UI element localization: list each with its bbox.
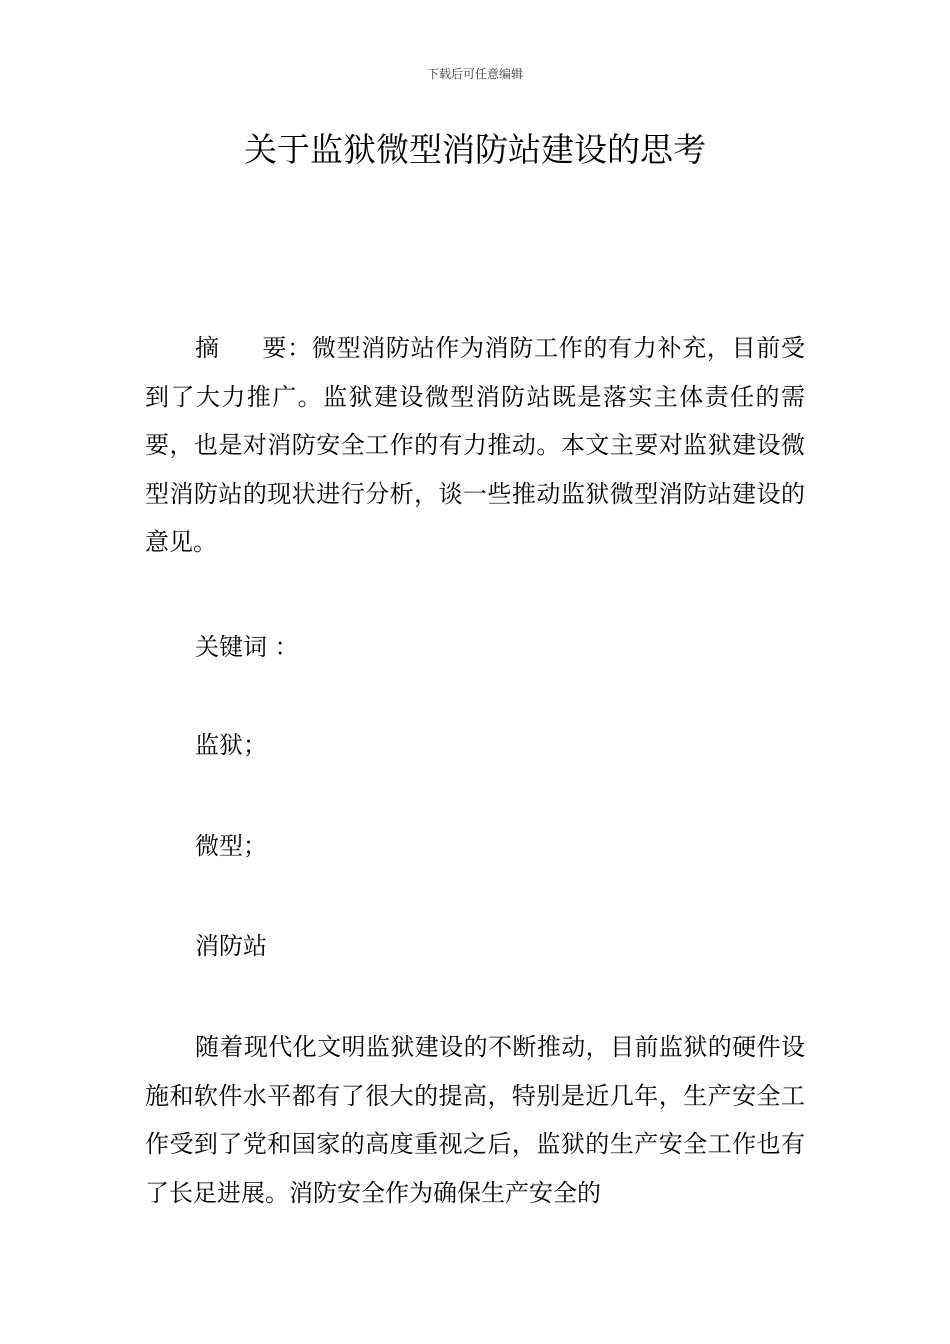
document-title: 关于监狱微型消防站建设的思考 — [244, 130, 706, 169]
page-header-note: 下载后可任意编辑 — [426, 67, 523, 81]
abstract-label — [195, 334, 312, 362]
abstract-label-part2: 要： — [261, 334, 312, 362]
keyword-item: 微型； — [195, 832, 267, 860]
abstract-label-part1: 摘 — [195, 334, 220, 362]
abstract-paragraph — [145, 324, 805, 567]
abstract-text: 微型消防站作为消防工作的有力补充，目前受到了大力推广。监狱建设微型消防站既是落实主体责任的需要，也是对消防安全工作的有力推动。本文主要对监狱建设微型消防站的现状进行分析，谈一些推动监狱微型消防站建设的意见。 — [145, 334, 806, 556]
keyword-item: 消防站 — [195, 932, 267, 960]
keyword-item: 监狱； — [195, 731, 267, 759]
keywords-heading: 关键词 ： — [195, 633, 299, 661]
intro-paragraph: 随着现代化文明监狱建设的不断推动，目前监狱的硬件设施和软件水平都有了很大的提高，特别是近几年，生产安全工作受到了党和国家的高度重视之后，监狱的生产安全工作也有了长足进展。消防安全作为确保生产安全的 — [145, 1033, 805, 1207]
